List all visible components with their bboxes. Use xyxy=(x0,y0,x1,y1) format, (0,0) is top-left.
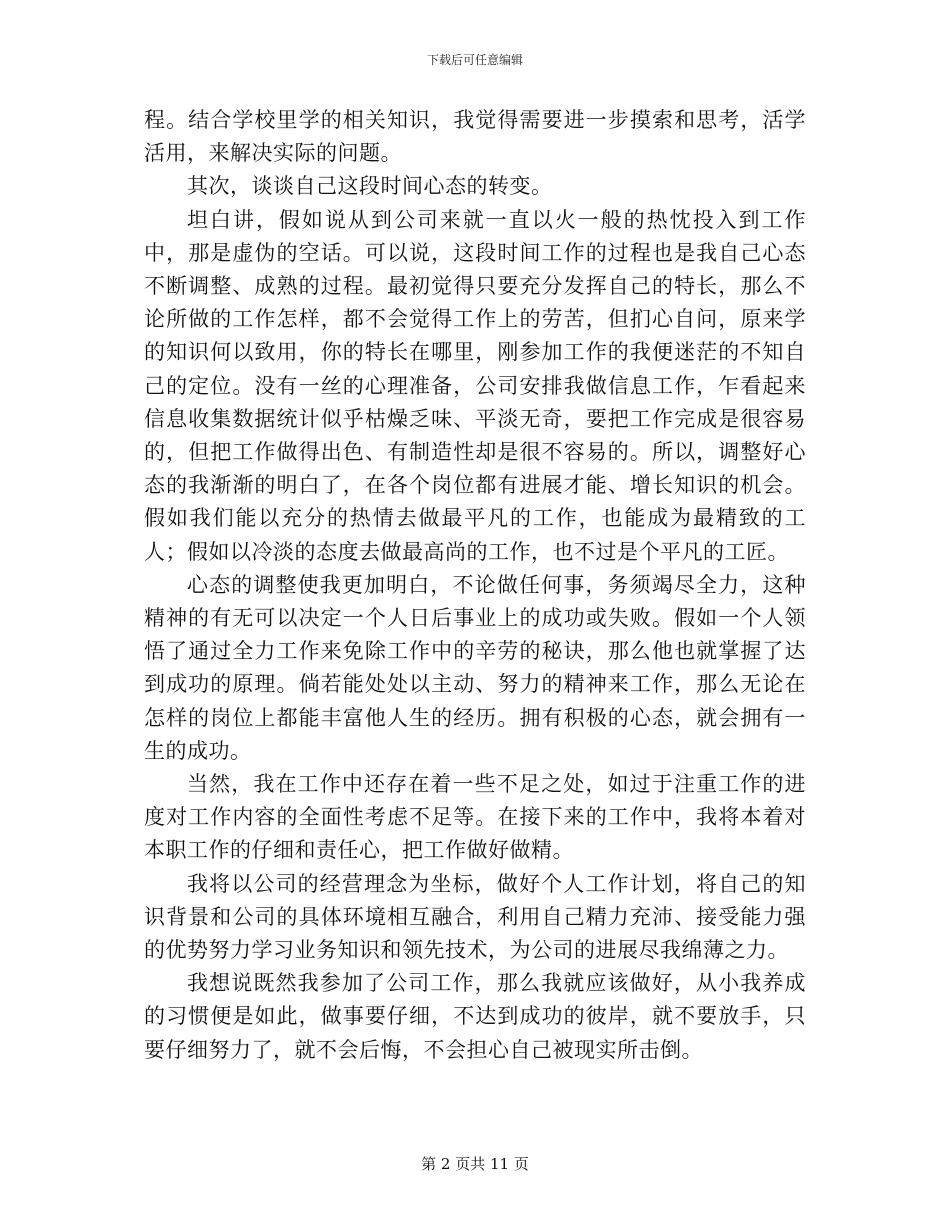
paragraph: 我想说既然我参加了公司工作，那么我就应该做好，从小我养成的习惯便是如此，做事要仔细，不达到成功的彼岸，就不要放手，只要仔细努力了，就不会后悔，不会担心自己被现实所击倒。 xyxy=(144,971,806,1062)
paragraph: 当然，我在工作中还存在着一些不足之处，如过于注重工作的进度对工作内容的全面性考虑不足等。在接下来的工作中，我将本着对本职工作的仔细和责任心，把工作做好做精。 xyxy=(144,772,806,863)
paragraph: 心态的调整使我更加明白，不论做任何事，务须竭尽全力，这种精神的有无可以决定一个人日后事业上的成功或失败。假如一个人领悟了通过全力工作来免除工作中的辛劳的秘诀，那么他也就掌握了达到成功的原理。倘若能处处以主动、努力的精神来工作，那么无论在怎样的岗位上都能丰富他人生的经历。拥有积极的心态，就会拥有一生的成功。 xyxy=(144,572,806,763)
page-header: 下载后可任意编辑 xyxy=(426,53,523,67)
paragraph: 其次，谈谈自己这段时间心态的转变。 xyxy=(187,174,553,199)
paragraph: 我将以公司的经营理念为坐标，做好个人工作计划，将自己的知识背景和公司的具体环境相互融合，利用自己精力充沛、接受能力强的优势努力学习业务知识和领先技术，为公司的进展尽我绵薄之力。 xyxy=(144,871,806,963)
page-number: 第 2 页共 11 页 xyxy=(421,1155,529,1173)
document-body xyxy=(144,104,806,1067)
paragraph: 坦白讲，假如说从到公司来就一直以火一般的热忱投入到工作中，那是虚伪的空话。可以说，这段时间工作的过程也是我自己心态不断调整、成熟的过程。最初觉得只要充分发挥自己的特长，那么不论所做的工作怎样，都不会觉得工作上的劳苦，但扪心自问，原来学的知识何以致用，你的特长在哪里，刚参加工作的我便迷茫的不知自己的定位。没有一丝的心理准备，公司安排我做信息工作，乍看起来信息收集数据统计似乎枯燥乏味、平淡无奇，要把工作完成是很容易的，但把工作做得出色、有制造性却是很不容易的。所以，调整好心态的我渐渐的明白了，在各个岗位都有进展才能、增长知识的机会。假如我们能以充分的热情去做最平凡的工作，也能成为最精致的工人；假如以冷淡的态度去做最高尚的工作，也不过是个平凡的工匠。 xyxy=(144,207,806,564)
paragraph: 程。结合学校里学的相关知识，我觉得需要进一步摸索和思考，活学活用，来解决实际的问题。 xyxy=(144,108,806,166)
